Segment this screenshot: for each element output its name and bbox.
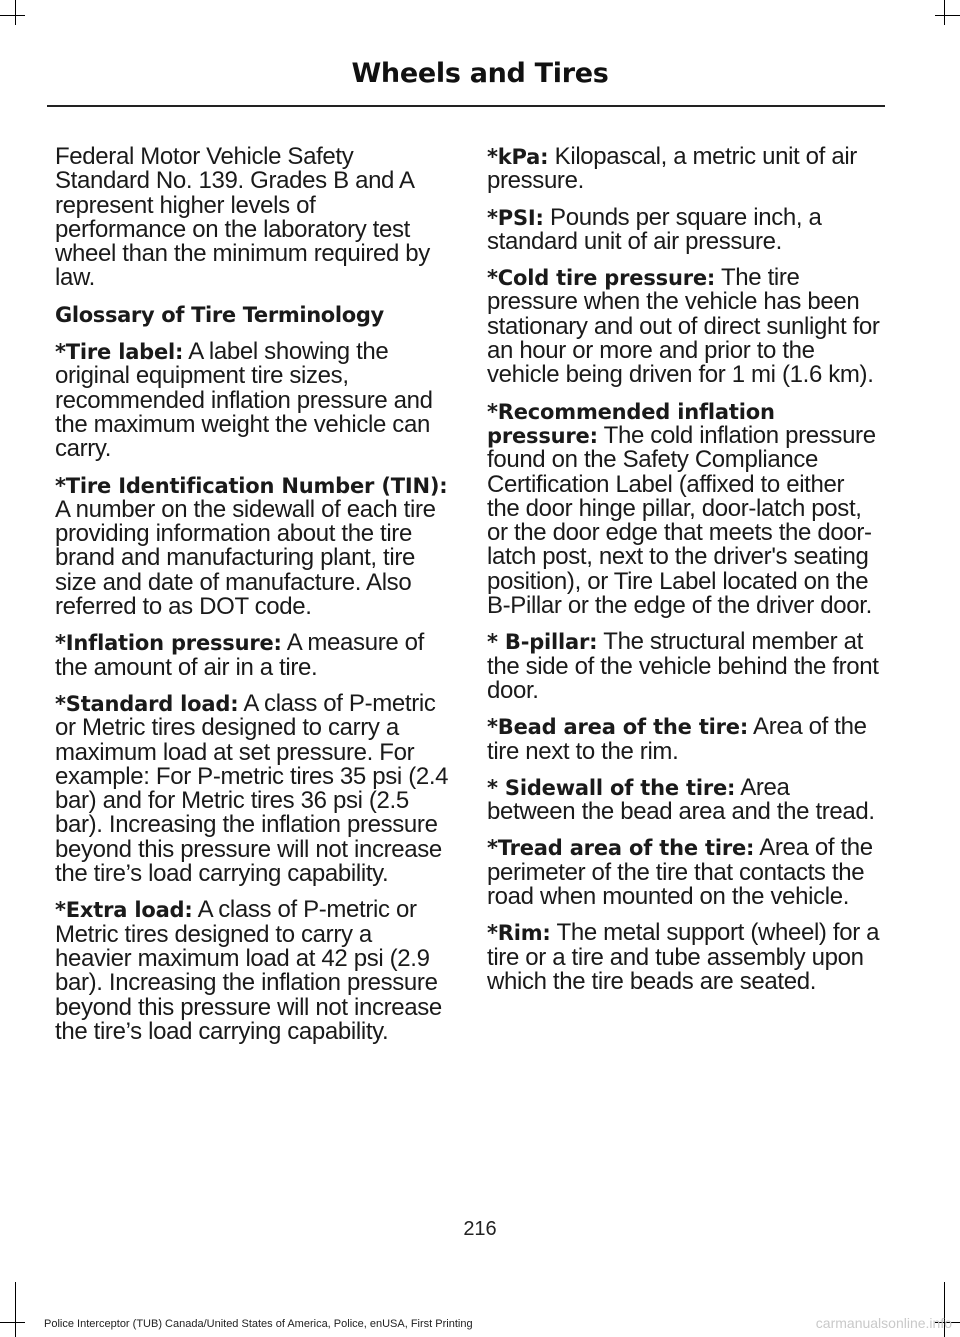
glossary-term: *PSI: [487,205,544,230]
glossary-entry [55,474,450,620]
crop-mark-top-left [15,0,16,25]
watermark: carmanualsonline.info [815,1315,952,1331]
footer-text: Police Interceptor (TUB) Canada/United States of America, Police, enUSA, First Printing [44,1318,473,1330]
glossary-entry [487,630,882,703]
crop-mark-top-right [935,15,960,16]
left-column [55,145,450,1056]
glossary-entry [487,145,882,194]
intro-paragraph: Federal Motor Vehicle Safety Standard No. 139. Grades B and A represent higher levels of performance on the laboratory test wheel than the minimum required by law. [55,143,430,292]
crop-mark-top-right [944,0,945,25]
glossary-definition: The cold inflation pressure found on the Safety Compliance Certification Label (affixed to either the door hinge pillar, door-latch post, or the door edge that meets the door-latch post, next to the driver's seating position), or Tire Label located on the B-Pillar or the edge of the driver door. [487,421,876,620]
glossary-entry [487,203,882,255]
glossary-entry [55,631,450,680]
glossary-entry [55,340,450,461]
glossary-definition: Area between the bead area and the tread. [487,773,875,826]
glossary-entry [55,898,450,1044]
glossary-term: *Extra load: [55,898,193,923]
glossary-definition: Area of the tire next to the rim. [487,713,867,765]
glossary-entry [487,400,882,619]
glossary-definition: A number on the sidewall of each tire providing information about the tire brand and manufacturing plant, tire size and date of manufacture. Also referred to as DOT code. [55,495,436,621]
glossary-definition: A measure of the amount of air in a tire. [55,629,424,681]
glossary-definition: The structural member at the side of the vehicle behind the front door. [487,628,879,704]
header-divider [47,105,885,107]
glossary-entry [55,689,450,888]
glossary-term: * B-pillar: [487,630,598,655]
crop-mark-bottom-left [0,1322,25,1323]
page-number: 216 [463,1218,497,1240]
glossary-term: *Recommended inflation pressure: [487,399,775,448]
glossary-definition: Kilopascal, a metric unit of air pressure. [487,143,857,195]
glossary-definition: The tire pressure when the vehicle has been stationary and out of direct sunlight for an hour or more and prior to the vehicle being driven for 1 mi (1.6 km). [487,264,880,389]
glossary-term: *Tread area of the tire: [487,836,755,861]
right-column [487,145,882,1006]
page-title: Wheels and Tires [351,58,609,89]
glossary-definition: A class of P-metric or Metric tires designed to carry a maximum load at set pressure. For example: For P-metric tires 35 psi (2.4 bar) and for Metric tires 36 psi (2.5 bar). Increasing the inflation pressure beyond this pressure will not increase the tire’s load carrying capability. [55,689,449,888]
glossary-definition: A label showing the original equipment tire sizes, recommended inflation pressure and the maximum weight the vehicle can carry. [55,338,433,463]
glossary-definition: Pounds per square inch, a standard unit of air pressure. [487,203,822,255]
glossary-term: *kPa: [487,145,549,169]
glossary-entry [487,266,882,387]
glossary-entry [487,773,882,826]
glossary-entry [487,715,882,764]
glossary-definition: A class of P-metric or Metric tires designed to carry a heavier maximum load at 42 psi (2.9 bar). Increasing the inflation pressure beyond this pressure will not increase the tire’s load carrying capability. [55,896,442,1045]
glossary-term: *Tire label: [55,340,184,365]
glossary-definition: Area of the perimeter of the tire that contacts the road when mounted on the vehicle. [487,834,873,911]
glossary-term: *Bead area of the tire: [487,715,749,740]
glossary-definition: The metal support (wheel) for a tire or a tire and tube assembly upon which the tire beads are seated. [487,919,880,995]
glossary-term: *Cold tire pressure: [487,266,716,291]
crop-mark-top-left [0,15,25,16]
glossary-entry [487,921,882,994]
glossary-entry [487,836,882,909]
crop-mark-bottom-left [15,1282,16,1337]
glossary-term: *Standard load: [55,691,239,716]
glossary-term: *Tire Identification Number (TIN): [55,473,448,498]
glossary-heading: Glossary of Tire Terminology [55,302,384,327]
glossary-term: *Rim: [487,921,551,946]
glossary-term: * Sidewall of the tire: [487,775,736,800]
glossary-term: *Inflation pressure: [55,631,282,656]
